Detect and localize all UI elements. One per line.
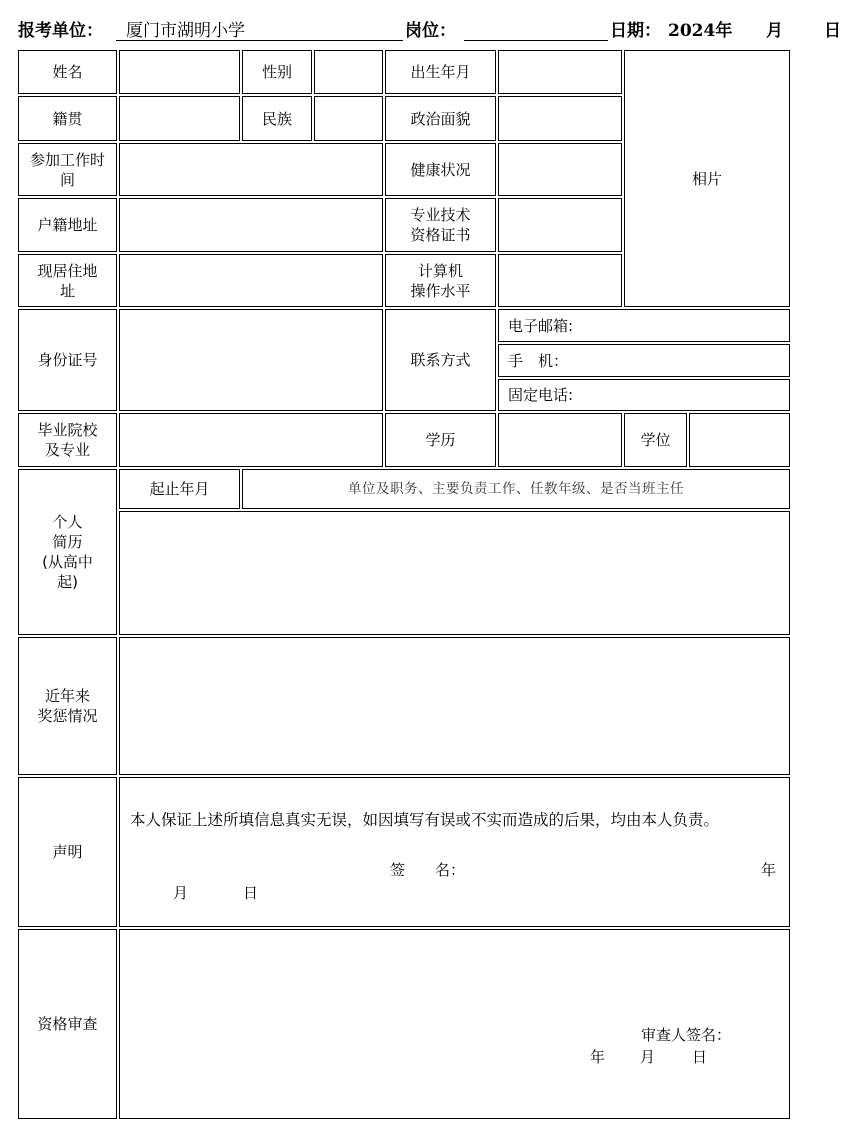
reviewer-sign-label: 审查人签名： (641, 1026, 732, 1044)
declaration-day: 日 (243, 884, 259, 902)
cert-label-line2: 资格证书 (410, 226, 471, 244)
phone-field[interactable]: 固定电话: (498, 379, 790, 411)
residence-field[interactable] (119, 254, 383, 307)
birth-field[interactable] (498, 50, 622, 94)
declaration-box (119, 777, 790, 927)
awards-label-line2: 奖惩情况 (37, 707, 98, 725)
name-field[interactable] (119, 50, 240, 94)
school-label-line1: 毕业院校 (37, 421, 98, 439)
declaration-year: 年 (761, 861, 777, 879)
cert-label (385, 198, 496, 252)
review-day: 日 (692, 1048, 708, 1066)
computer-field[interactable] (498, 254, 622, 307)
ethnic-label: 民族 (242, 96, 312, 141)
degree-label: 学位 (624, 413, 687, 467)
unit-label: 报考单位： (18, 21, 103, 41)
computer-label-line1: 计算机 (417, 261, 463, 280)
awards-label-line1: 近年来 (44, 687, 90, 705)
political-field[interactable] (498, 96, 622, 141)
residence-label (18, 254, 117, 307)
declaration-label: 声明 (18, 777, 117, 927)
hukou-field[interactable] (119, 198, 383, 252)
awards-field[interactable] (119, 637, 790, 775)
awards-label (18, 637, 117, 775)
id-field[interactable] (119, 309, 383, 411)
post-label: 岗位： (405, 21, 456, 41)
date-day: 日 (824, 21, 841, 41)
photo-box[interactable] (624, 50, 790, 307)
gender-field[interactable] (314, 50, 383, 94)
resume-field[interactable] (119, 511, 790, 635)
native-field[interactable] (119, 96, 240, 141)
resume-label (18, 469, 117, 635)
declaration-text: 本人保证上述所填信息真实无误，如因填写有误或不实而造成的后果，均由本人负责。 (130, 811, 720, 829)
ethnic-field[interactable] (314, 96, 383, 141)
work-start-label-line2: 间 (59, 170, 75, 189)
gender-label: 性别 (242, 50, 312, 94)
period-header: 起止年月 (119, 469, 240, 509)
education-field[interactable] (498, 413, 622, 467)
education-label: 学历 (385, 413, 496, 467)
work-start-label-line1: 参加工作时 (29, 150, 105, 169)
review-box[interactable] (119, 929, 790, 1119)
school-label (18, 413, 117, 467)
name-label: 姓名 (18, 50, 117, 94)
school-label-line2: 及专业 (44, 441, 90, 459)
duty-header: 单位及职务、主要负责工作、任教年级、是否当班主任 (242, 469, 790, 509)
resume-label-line2: 简历 (52, 533, 83, 551)
school-field[interactable] (119, 413, 383, 467)
computer-label-line2: 操作水平 (410, 281, 471, 300)
id-label: 身份证号 (18, 309, 117, 411)
work-start-field[interactable] (119, 143, 383, 196)
cert-field[interactable] (498, 198, 622, 252)
date-label: 日期： (610, 21, 661, 41)
birth-label: 出生年月 (385, 50, 496, 94)
post-underline (464, 18, 608, 41)
form-header (18, 18, 853, 44)
email-field[interactable]: 电子邮箱: (498, 309, 790, 342)
mobile-field[interactable]: 手 机： (498, 344, 790, 377)
resume-label-line1: 个人 (52, 513, 83, 531)
health-field[interactable] (498, 143, 622, 196)
residence-label-line1: 现居住地 (37, 261, 98, 280)
computer-label (385, 254, 496, 307)
residence-label-line2: 址 (59, 281, 75, 300)
review-month: 月 (640, 1048, 656, 1066)
declaration-sign-label: 签 名： (390, 861, 466, 879)
cert-label-line1: 专业技术 (410, 206, 471, 224)
unit-value: 厦门市湖明小学 (126, 21, 245, 41)
date-month: 月 (766, 21, 783, 41)
political-label: 政治面貌 (385, 96, 496, 141)
degree-field[interactable] (689, 413, 790, 467)
declaration-month: 月 (173, 884, 189, 902)
date-year: 2024年 (668, 21, 733, 41)
contact-label: 联系方式 (385, 309, 496, 411)
work-start-label (18, 143, 117, 196)
hukou-label: 户籍地址 (18, 198, 117, 252)
photo-label: 相片 (691, 169, 722, 188)
native-label: 籍贯 (18, 96, 117, 141)
health-label: 健康状况 (385, 143, 496, 196)
resume-label-line4: 起) (57, 573, 78, 591)
review-label: 资格审查 (18, 929, 117, 1119)
review-year: 年 (590, 1048, 606, 1066)
resume-label-line3: (从高中 (42, 553, 93, 571)
